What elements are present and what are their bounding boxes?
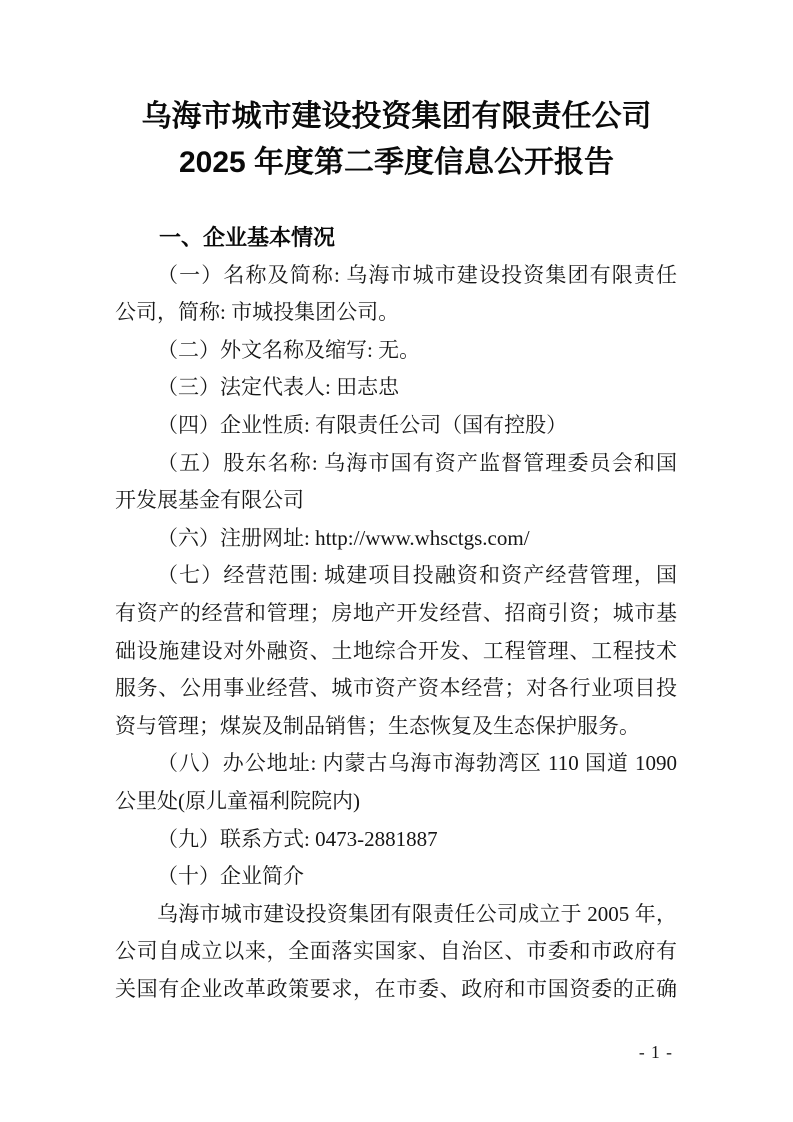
body-line: 开发展基金有限公司 — [115, 488, 304, 513]
document-body — [115, 219, 677, 1008]
body-line: 有资产的经营和管理；房地产开发经营、招商引资；城市基 — [115, 600, 677, 625]
body-line: 公里处(原儿童福利院院内) — [115, 788, 360, 813]
section-heading: 一、企业基本情况 — [159, 225, 336, 250]
title-line-1: 乌海市城市建设投资集团有限责任公司 — [141, 100, 652, 133]
body-line: （十）企业简介 — [157, 864, 304, 889]
title-line-2: 2025 年度第二季度信息公开报告 — [178, 146, 615, 179]
body-line: （九）联系方式: 0473-2881887 — [157, 826, 438, 851]
body-line: （三）法定代表人: 田志忠 — [157, 375, 400, 400]
body-line: 公司，简称: 市城投集团公司。 — [115, 300, 400, 325]
body-line: 服务、公用事业经营、城市资产资本经营；对各行业项目投 — [115, 676, 677, 701]
body-line: 公司自成立以来，全面落实国家、自治区、市委和市政府有 — [115, 939, 677, 964]
body-line: （八）办公地址: 内蒙古乌海市海勃湾区 110 国道 1090 — [157, 751, 677, 776]
body-line: （四）企业性质: 有限责任公司（国有控股） — [157, 412, 568, 437]
body-line: 资与管理；煤炭及制品销售；生态恢复及生态保护服务。 — [115, 713, 640, 738]
body-line: （七）经营范围: 城建项目投融资和资产经营管理，国 — [157, 563, 677, 588]
body-line: （五）股东名称: 乌海市国有资产监督管理委员会和国 — [157, 450, 677, 475]
body-line: （一）名称及简称: 乌海市城市建设投资集团有限责任 — [157, 262, 677, 287]
document-title — [0, 94, 793, 186]
body-line: （六）注册网址: http://www.whsctgs.com/ — [157, 525, 530, 550]
body-line: 础设施建设对外融资、土地综合开发、工程管理、工程技术 — [115, 638, 677, 663]
body-line: （二）外文名称及缩写: 无。 — [157, 337, 421, 362]
body-line: 关国有企业改革政策要求，在市委、政府和市国资委的正确 — [115, 976, 677, 1001]
page-number: - 1 - — [638, 1042, 673, 1062]
body-line: 乌海市城市建设投资集团有限责任公司成立于 2005 年， — [157, 901, 677, 926]
